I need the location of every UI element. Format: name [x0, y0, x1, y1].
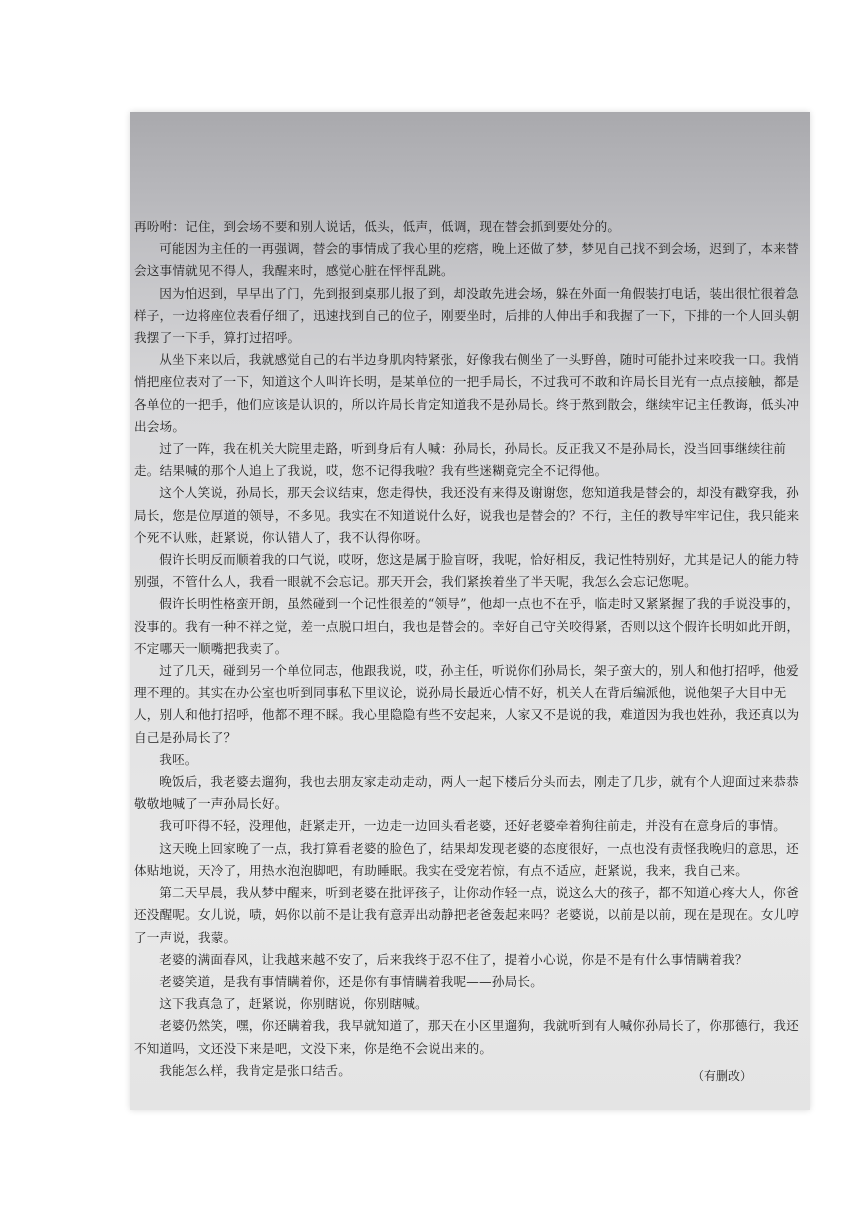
- paragraph: 老婆仍然笑，嘿，你还瞒着我，我早就知道了，那天在小区里遛狗，我就听到有人喊你孙局长了，你那德行，我还不知道吗，文还没下来是吧，文没下来，你是绝不会说出来的。: [134, 1018, 799, 1056]
- paragraph: 因为怕迟到，早早出了门，先到报到桌那儿报了到，却没敢先进会场，躲在外面一角假装打电话，装出很忙很着急样子，一边将座位表看仔细了，迅速找到自己的位子，刚要坐时，后排的人伸出手和我握了一下，下排的一个人回头朝我摆了一下手，算打过招呼。: [134, 285, 800, 346]
- revision-note: （有删改）: [691, 1069, 752, 1083]
- paragraph: 过了几天，碰到另一个单位同志，他跟我说，哎，孙主任，听说你们孙局长，架子蛮大的，别人和他打招呼，他爱理不理的。其实在办公室也听到同事私下里议论，说孙局长最近心情不好，机关人在背后编派他，说他架子大目中无人，别人和他打招呼，他都不理不睬。我心里隐隐有些不安起来，人家又不是说的我，难道因为我也姓孙，我还真以为自己是孙局长了？: [134, 663, 800, 745]
- paragraph: 老婆的满面春风，让我越来越不安了，后来我终于忍不住了，提着小心说，你是不是有什么事情瞒着我？: [159, 951, 748, 967]
- paragraph: 这下我真急了，赶紧说，你别瞎说，你别瞎喊。: [159, 996, 428, 1012]
- paragraph: 我可吓得不轻，没理他，赶紧走开，一边走一边回头看老婆，还好老婆牵着狗往前走，并没有在意身后的事情。: [159, 818, 787, 834]
- paragraph: 这天晚上回家晚了一点，我打算看老婆的脸色了，结果却发现老婆的态度很好，一点也没有责怪我晚归的意思，还体贴地说，天冷了，用热水泡泡脚吧，有助睡眠。我实在受宠若惊，有点不适应，赶紧说，我来，我自己来。: [134, 840, 799, 878]
- paragraph: 我呸。: [159, 751, 198, 767]
- paragraph: 过了一阵，我在机关大院里走路，听到身后有人喊：孙局长，孙局长。反正我又不是孙局长，没当回事继续往前走。结果喊的那个人追上了我说，哎，您不记得我啦？我有些迷糊竟完全不记得他。: [134, 441, 787, 479]
- article-body: [134, 216, 810, 1082]
- paragraph: 再吩咐：记住，到会场不要和别人说话，低头，低声，低调，现在替会抓到要处分的。: [134, 219, 621, 234]
- paragraph: 假许长明反而顺着我的口气说，哎呀，您这是属于脸盲呀，我呢，恰好相反，我记性特别好，尤其是记人的能力特别强，不管什么人，我看一眼就不会忘记。那天开会，我们紧挨着坐了半天呢，我怎么会忘记您呢。: [134, 552, 799, 590]
- paragraph: 假许长明性格蛮开朗，虽然碰到一个记性很差的“领导”，他却一点也不在乎，临走时又紧紧握了我的手说没事的，没事的。我有一种不祥之觉，差一点脱口坦白，我也是替会的。幸好自己守关咬得紧，否则以这个假许长明如此开朗，不定哪天一顺嘴把我卖了。: [134, 596, 800, 656]
- paragraph: 可能因为主任的一再强调，替会的事情成了我心里的疙瘩，晚上还做了梦，梦见自己找不到会场，迟到了，本来替会这事情就见不得人，我醒来时，感觉心脏在怦怦乱跳。: [134, 241, 799, 279]
- paragraph: 从坐下来以后，我就感觉自己的右半边身肌肉特紧张，好像我右侧坐了一头野兽，随时可能扑过来咬我一口。我悄悄把座位表对了一下，知道这个人叫许长明，是某单位的一把手局长，不过我可不敢和许局长目光有一点点接触，都是各单位的一把手，他们应该是认识的，所以许局长肯定知道我不是孙局长。终于熬到散会，继续牢记主任教诲，低头冲出会场。: [134, 352, 800, 434]
- paragraph: 我能怎么样，我肯定是张口结舌。: [159, 1062, 352, 1078]
- paragraph: 第二天早晨，我从梦中醒来，听到老婆在批评孩子，让你动作轻一点，说这么大的孩子，都不知道心疼大人，你爸还没醒呢。女儿说，啧，妈你以前不是让我有意弄出动静把老爸轰起来吗？老婆说，以前是以前，现在是现在。女儿哼了一声说，我蒙。: [134, 885, 800, 945]
- paragraph: 晚饭后，我老婆去遛狗，我也去朋友家走动走动，两人一起下楼后分头而去，刚走了几步，就有个人迎面过来恭恭敬敬地喊了一声孙局长好。: [134, 774, 799, 812]
- scanned-page: [130, 112, 810, 1110]
- paragraph: 老婆笑道，是我有事情瞒着你，还是你有事情瞒着我呢——孙局长。: [159, 973, 543, 989]
- paragraph: 这个人笑说，孙局长，那天会议结束，您走得快，我还没有来得及谢谢您，您知道我是替会的，却没有戳穿我，孙局长，您是位厚道的领导，不多见。我实在不知道说什么好，说我也是替会的？不行，主任的教导牢牢记住，我只能来个死不认账，赶紧说，你认错人了，我不认得你呀。: [134, 485, 800, 545]
